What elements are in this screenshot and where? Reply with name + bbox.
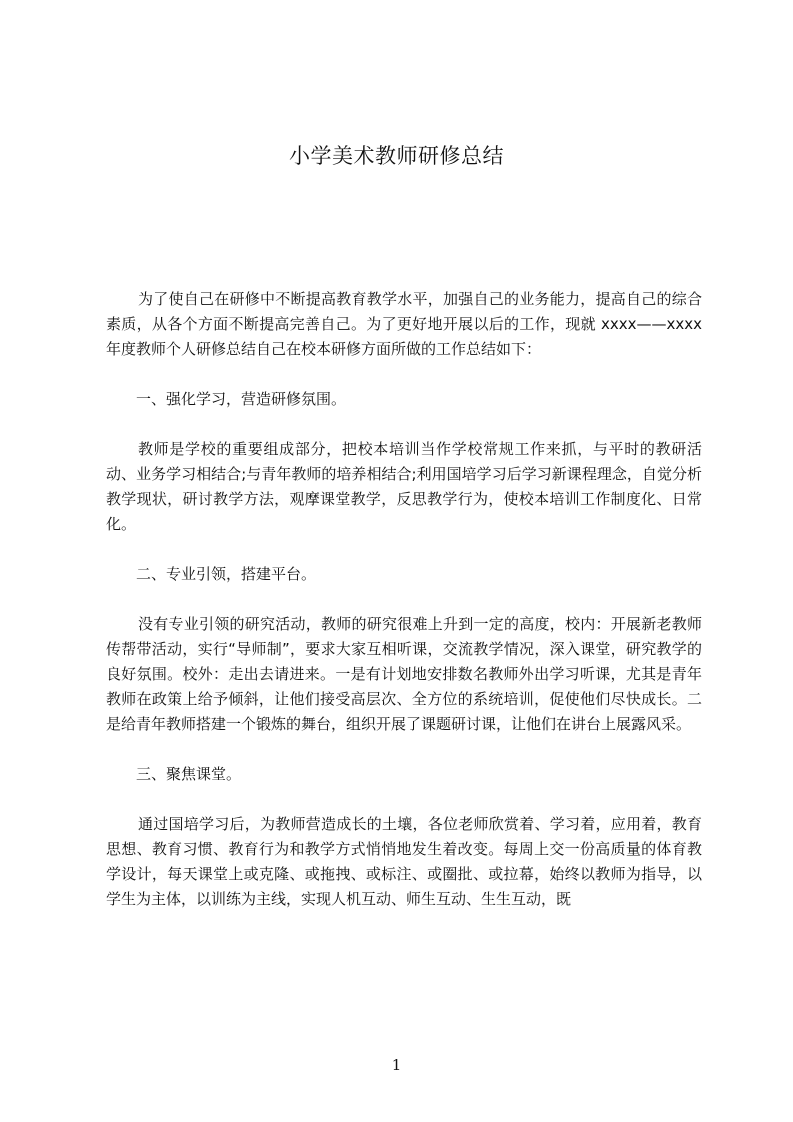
section-heading-2: 二、专业引领，搭建平台。 bbox=[136, 565, 317, 583]
section-heading-3: 三、聚焦课堂。 bbox=[136, 765, 242, 783]
section-body-1: 教师是学校的重要组成部分，把校本培训当作学校常规工作来抓，与平时的教研活动、业务学习相结合;与青年教师的培养相结合;利用国培学习后学习新课程理念，自觉分析教学现状，研讨教学方法，观摩课堂教学，反思教学行为，使校本培训工作制度化、日常化。 bbox=[106, 440, 702, 533]
section-body-2: 没有专业引领的研究活动，教师的研究很难上升到一定的高度，校内：开展新老教师传帮带活动，实行“导师制”，要求大家互相听课，交流教学情况，深入课堂，研究教学的良好氛围。校外：走出去请进来。一是有计划地安排数名教师外出学习听课，尤其是青年教师在政策上给予倾斜，让他们接受高层次、全方位的系统培训，促使他们尽快成长。二是给青年教师搭建一个锻炼的舞台，组织开展了课题研讨课，让他们在讲台上展露风采。 bbox=[106, 615, 702, 733]
document-title: 小学美术教师研修总结 bbox=[289, 144, 504, 168]
document-body bbox=[106, 287, 702, 912]
intro-paragraph: 为了使自己在研修中不断提高教育教学水平，加强自己的业务能力，提高自己的综合素质，从各个方面不断提高完善自己。为了更好地开展以后的工作，现就 xxxx——xxxx 年度教师个人研修总结自己在校本研修方面所做的工作总结如下： bbox=[106, 290, 702, 358]
page-number: 1 bbox=[391, 1056, 402, 1074]
section-body-3: 通过国培学习后，为教师营造成长的土壤，各位老师欣赏着、学习着，应用着，教育思想、教育习惯、教育行为和教学方式悄悄地发生着改变。每周上交一份高质量的体育教学设计，每天课堂上或克隆、或拖拽、或标注、或圈批、或拉幕，始终以教师为指导，以学生为主体，以训练为主线，实现人机互动、师生互动、生生互动，既 bbox=[106, 815, 702, 908]
section-heading-1: 一、强化学习，营造研修氛围。 bbox=[136, 390, 347, 408]
